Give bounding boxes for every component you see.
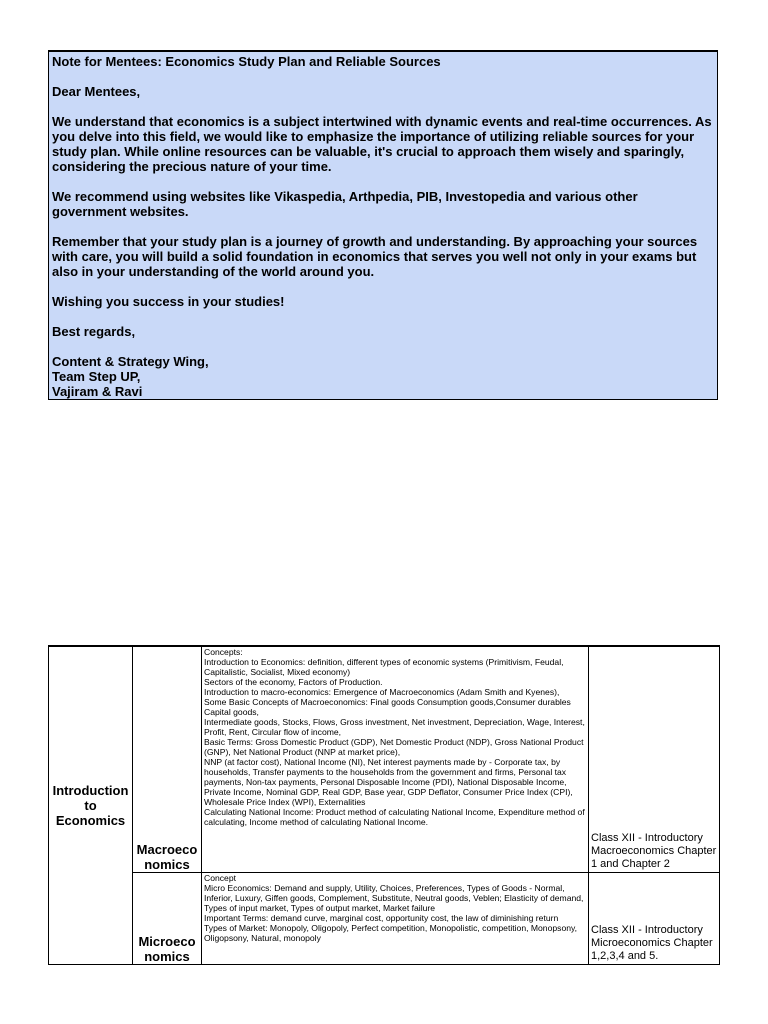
subject-label: Microeco nomics — [138, 934, 196, 964]
signature-line-3: Vajiram & Ravi — [52, 384, 143, 399]
content-line: Concepts: — [204, 647, 243, 657]
note-greeting: Dear Mentees, — [52, 84, 141, 99]
content-line: Calculating National Income: Product method of calculating National Income, Expenditure method of calculating, Income method of calculating National Income. — [204, 807, 585, 827]
content-cell-macroeconomics — [202, 646, 589, 873]
content-line: NNP (at factor cost), National Income (NI), Net interest payments made by - Corporate tax, by households, Transfer payments to the households from the government and firms, Personal tax payments, Non-tax payments, Personal Disposable Income (PDI), National Disposable Income, — [204, 757, 567, 787]
content-line: Private Income, Nominal GDP, Real GDP, Base year, GDP Deflator, Consumer Price Index (CPI), Wholesale Price Index (WPI), Externalities — [204, 787, 573, 807]
content-line: Important Terms: demand curve, marginal cost, opportunity cost, the law of diminishing return — [204, 913, 559, 923]
table-row — [49, 646, 720, 873]
content-line: Introduction to macro-economics: Emergence of Macroeconomics (Adam Smith and Kyenes), — [204, 687, 560, 697]
content-cell-microeconomics — [202, 873, 589, 965]
content-line: Types of Market: Monopoly, Oligopoly, Perfect competition, Monopolistic, competition, Monopsony, Oligopsony, Natural, monopoly — [204, 923, 578, 943]
content-line: Introduction to Economics: definition, different types of economic systems (Primitivism, Feudal, Capitalistic, Socialist, Mixed economy) — [204, 657, 564, 677]
signature-line-2: Team Step UP, — [52, 369, 141, 384]
content-line: Concept — [204, 873, 237, 883]
note-title: Note for Mentees: Economics Study Plan and Reliable Sources — [52, 54, 441, 69]
table-row — [49, 873, 720, 965]
reference-cell-macroeconomics: Class XII - Introductory Macroeconomics Chapter 1 and Chapter 2 — [589, 646, 720, 873]
reference-cell-microeconomics: Class XII - Introductory Microeconomics Chapter 1,2,3,4 and 5. — [589, 873, 720, 965]
content-line: Sectors of the economy, Factors of Production. — [204, 677, 383, 687]
subject-label: Macroeco nomics — [136, 842, 198, 872]
note-paragraph-3: Remember that your study plan is a journey of growth and understanding. By approaching your sources with care, you will build a solid foundation in economics that serves you well not only in your exams but also in your understanding of the world around you. — [52, 234, 698, 279]
content-line: Basic Terms: Gross Domestic Product (GDP), Net Domestic Product (NDP), Gross National Product (GNP), Net National Product (NNP at market price), — [204, 737, 584, 757]
content-line: Some Basic Concepts of Macroeconomics: Final goods Consumption goods,Consumer durables Capital goods, — [204, 697, 571, 717]
content-line: Intermediate goods, Stocks, Flows, Gross investment, Net investment, Depreciation, Wage, Interest, Profit, Rent, Circular flow of income, — [204, 717, 585, 737]
note-paragraph-2: We recommend using websites like Vikaspedia, Arthpedia, PIB, Investopedia and various other government websites. — [52, 189, 638, 219]
syllabus-table — [48, 645, 720, 965]
mentee-note — [48, 51, 718, 400]
note-closing: Best regards, — [52, 324, 136, 339]
content-line: Micro Economics: Demand and supply, Utility, Choices, Preferences, Types of Goods - Normal, Inferior, Luxury, Giffen goods, Complement, Substitute, Neutral goods, Veblen; Elasticity of demand, Types of input market, Types of output market, Market failure — [204, 883, 584, 913]
subject-cell-macroeconomics — [133, 646, 202, 873]
note-wishes: Wishing you success in your studies! — [52, 294, 285, 309]
subject-cell-microeconomics — [133, 873, 202, 965]
note-paragraph-1: We understand that economics is a subject intertwined with dynamic events and real-time occurrences. As you delve into this field, we would like to emphasize the importance of utilizing reliable sources for your study plan. While online resources can be valuable, it's crucial to approach them wisely and sparingly, considering the precious nature of your time. — [52, 114, 712, 174]
topic-cell: Introduction to Economics — [49, 646, 133, 965]
signature-line-1: Content & Strategy Wing, — [52, 354, 209, 369]
